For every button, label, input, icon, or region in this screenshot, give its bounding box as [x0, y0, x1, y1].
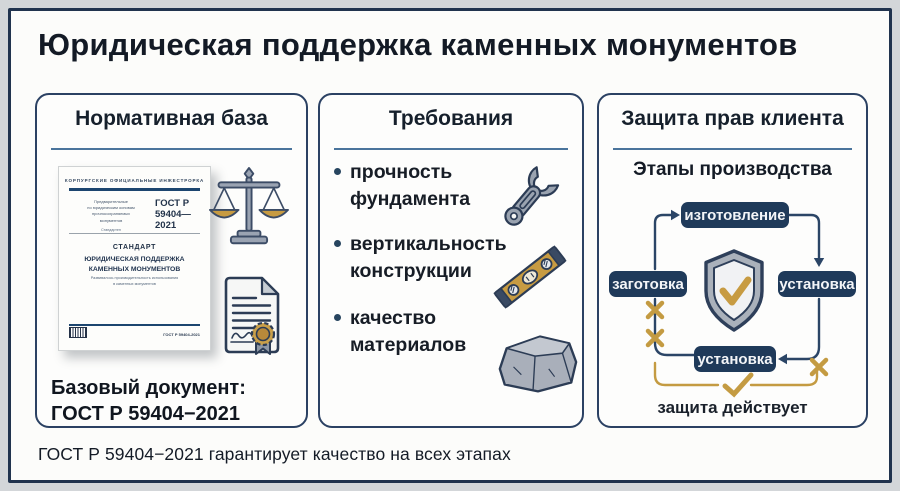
stage-manufacturing: изготовление: [681, 202, 789, 228]
requirement-item: качество материалов: [320, 305, 510, 358]
panel-normative-heading: Нормативная база: [75, 107, 268, 130]
stone-icon: [492, 327, 582, 402]
stage-installation-right: установка: [778, 271, 856, 297]
doc-divider: [69, 233, 200, 234]
doc-subtitle: Развивалось производительность использования в каменных монументов: [90, 276, 179, 286]
doc-gost-number: ГОСТ Р 59404— 2021: [155, 198, 191, 232]
bullet-dot: [334, 240, 341, 247]
heading-rule: [334, 148, 568, 150]
panel-requirements: [318, 93, 584, 428]
panel-normative-base: [35, 93, 308, 428]
stage-installation-bottom: установка: [694, 346, 776, 372]
doc-standard-label: СТАНДАРТ: [112, 244, 157, 251]
bullet-dot: [334, 168, 341, 175]
doc-title: ЮРИДИЧЕСКАЯ ПОДДЕРЖКА КАМЕННЫХ МОНУМЕНТОВ: [84, 256, 185, 273]
panel-client-protection: [597, 93, 868, 428]
doc-masthead: КОРПУРГСКИЕ ОФИЦИАЛЬНЫЕ ИНЖЕСТРОРКА: [64, 178, 205, 183]
production-stages-subheading: Этапы производства: [633, 159, 832, 180]
requirement-item: прочность фундамента: [320, 159, 510, 212]
footer-guarantee-text: ГОСТ Р 59404−2021 гарантирует качество на всех этапах: [38, 444, 511, 464]
stage-preparation: заготовка: [609, 271, 687, 297]
heading-rule: [51, 148, 292, 150]
barcode: [69, 327, 87, 338]
gost-document-cover: [58, 166, 211, 351]
heading-rule: [613, 148, 852, 150]
requirement-item: вертикальность конструкции: [320, 231, 510, 284]
doc-bottom-bar: [69, 324, 200, 327]
wrench-icon: [492, 157, 568, 238]
doc-footer-code: ГОСТ Р 59404-2021: [163, 332, 200, 337]
doc-top-bar: [69, 188, 200, 191]
protection-active-label: защита действует: [657, 398, 808, 417]
doc-info-block: Предварительные по юридическим основам прочносохраняемых монументов Стандартен: [87, 199, 135, 232]
scales-of-justice-icon: [209, 165, 289, 256]
bullet-dot: [334, 314, 341, 321]
panel-protection-heading: Защита прав клиента: [621, 107, 844, 130]
shield-check-icon: [702, 245, 766, 335]
spirit-level-icon: [488, 235, 572, 324]
certificate-icon: [218, 273, 284, 362]
base-document-caption: Базовый документ: ГОСТ Р 59404−2021: [51, 377, 246, 426]
panel-requirements-heading: Требования: [388, 107, 514, 130]
page-title: Юридическая поддержка каменных монументов: [38, 27, 798, 62]
